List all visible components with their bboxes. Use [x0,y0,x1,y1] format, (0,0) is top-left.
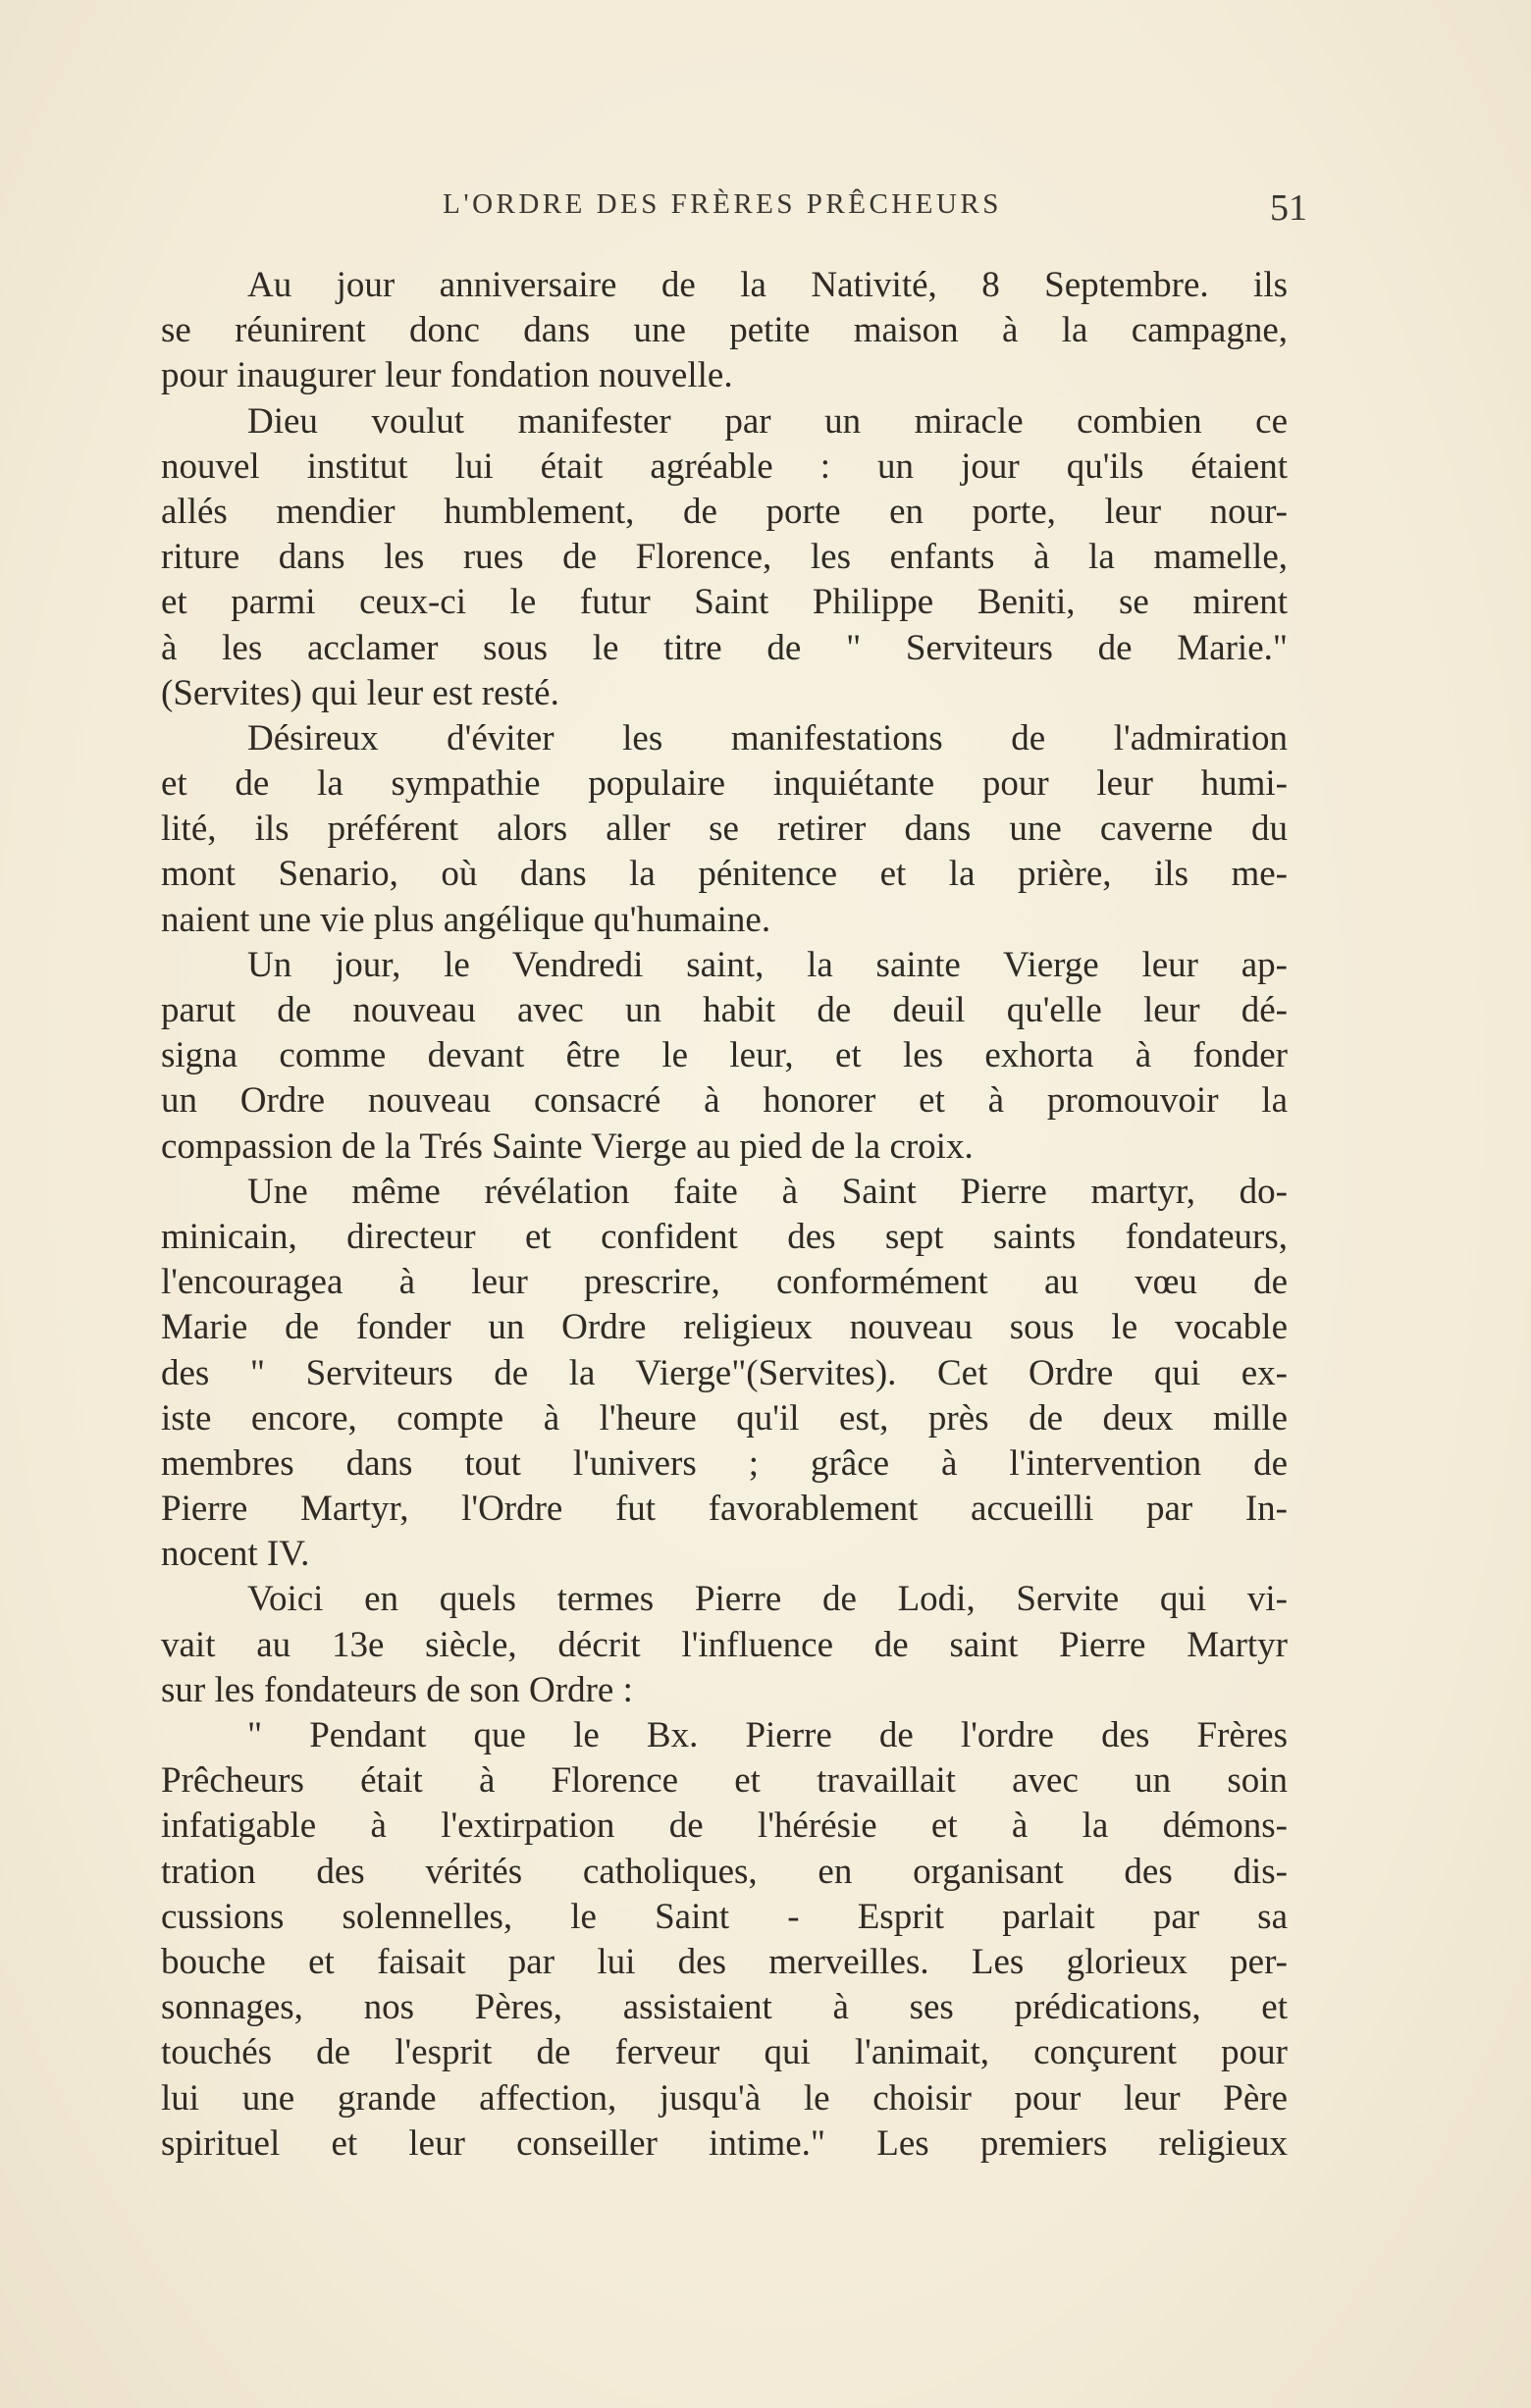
text-line: signa comme devant être le leur, et les exhorta à fonder [161,1035,1288,1076]
text-line: nocent IV. [161,1534,310,1575]
text-line: minicain, directeur et confident des sept saints fondateurs, [161,1216,1288,1257]
text-line: compassion de la Trés Sainte Vierge au pied de la croix. [161,1125,974,1167]
text-line: Dieu voulut manifester par un miracle combien ce [247,400,1288,442]
text-line: vait au 13e siècle, décrit l'influence de saint Pierre Martyr [161,1624,1288,1665]
text-line: Au jour anniversaire de la Nativité, 8 Septembre. ils [247,265,1288,305]
text-line: Désireux d'éviter les manifestations de l'admiration [247,717,1288,759]
text-line: riture dans les rues de Florence, les enfants à la mamelle, [161,537,1288,578]
text-line: se réunirent donc dans une petite maison à la campagne, [161,310,1288,351]
text-line: Prêcheurs était à Florence et travaillait avec un soin [161,1760,1288,1802]
text-line: naient une vie plus angélique qu'humaine. [161,899,771,940]
text-line: parut de nouveau avec un habit de deuil qu'elle leur dé- [161,990,1288,1030]
text-line: un Ordre nouveau consacré à honorer et à promouvoir la [161,1080,1288,1122]
text-line: sur les fondateurs de son Ordre : [161,1669,633,1710]
text-line: tration des vérités catholiques, en organisant des dis- [161,1851,1288,1892]
body-text [161,263,1288,2167]
text-line: " Pendant que le Bx. Pierre de l'ordre des Frères [247,1715,1288,1755]
running-header [161,187,1307,236]
text-line: allés mendier humblement, de porte en porte, leur nour- [161,491,1288,532]
text-line: l'encouragea à leur prescrire, conformément au vœu de [161,1262,1288,1303]
text-line: touchés de l'esprit de ferveur qui l'animait, conçurent pour [161,2032,1288,2073]
text-line: et de la sympathie populaire inquiétante pour leur humi- [161,763,1288,805]
text-line: spirituel et leur conseiller intime." Les premiers religieux [161,2122,1288,2164]
text-line: Un jour, le Vendredi saint, la sainte Vierge leur ap- [247,944,1288,985]
text-line: lui une grande affection, jusqu'à le choisir pour leur Père [161,2077,1288,2119]
text-line: Marie de fonder un Ordre religieux nouveau sous le vocable [161,1307,1288,1348]
text-line: des " Serviteurs de la Vierge"(Servites). Cet Ordre qui ex- [161,1352,1288,1393]
running-title: L'ORDRE DES FRÈRES PRÊCHEURS [443,188,1002,220]
text-line: mont Senario, où dans la pénitence et la prière, ils me- [161,854,1288,895]
text-line: (Servites) qui leur est resté. [161,672,559,713]
text-line: Pierre Martyr, l'Ordre fut favorablement accueilli par In- [161,1489,1288,1530]
text-line: infatigable à l'extirpation de l'hérésie et à la démons- [161,1806,1288,1847]
text-line: nouvel institut lui était agréable : un jour qu'ils étaient [161,445,1288,487]
text-line: à les acclamer sous le titre de " Serviteurs de Marie." [161,627,1288,668]
text-line: sonnages, nos Pères, assistaient à ses prédications, et [161,1987,1288,2028]
text-line: membres dans tout l'univers ; grâce à l'intervention de [161,1442,1288,1484]
text-line: Voici en quels termes Pierre de Lodi, Servite qui vi- [247,1579,1288,1620]
text-line: cussions solennelles, le Saint - Esprit parlait par sa [161,1896,1288,1937]
text-line: Une même révélation faite à Saint Pierre martyr, do- [247,1171,1288,1212]
text-line: lité, ils préférent alors aller se retirer dans une caverne du [161,809,1288,850]
text-line: iste encore, compte à l'heure qu'il est, près de deux mille [161,1397,1288,1439]
text-line: pour inaugurer leur fondation nouvelle. [161,355,733,396]
text-line: bouche et faisait par lui des merveilles. Les glorieux per- [161,1941,1288,1982]
page-number: 51 [1270,187,1307,229]
text-line: et parmi ceux-ci le futur Saint Philippe Beniti, se mirent [161,582,1288,623]
